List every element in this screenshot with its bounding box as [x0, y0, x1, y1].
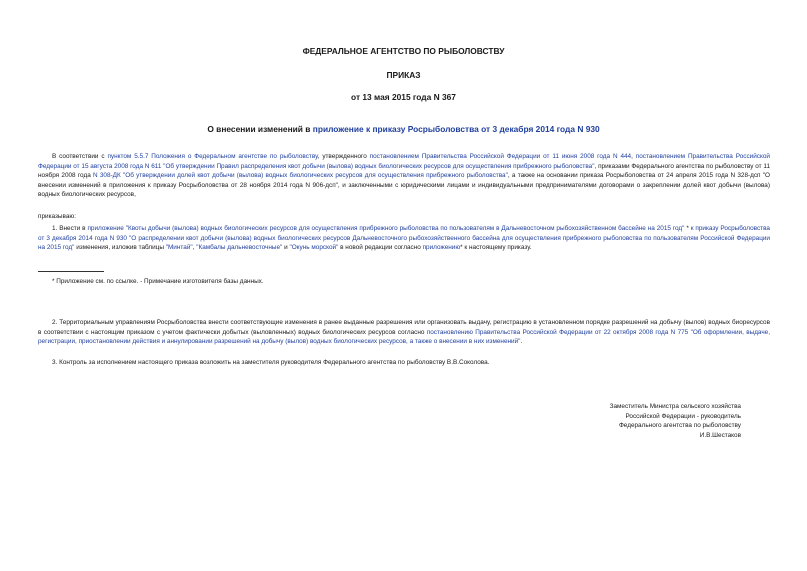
preamble-text: В соответствии с — [52, 153, 108, 160]
item-2-text: 2. Территориальным управлениям Росрыболовства внести соответствующие изменения в ранее выданные разрешения или организовать выдачу, регистрацию в установленном порядке разрешений на добычу (вылов) водных биоресурсов в соответствии с настоящим приказом с учетом фактически добытых (выловленных) водных биологических ресурсов согласно — [38, 319, 770, 336]
item-1-text: * к настоящему приказу. — [460, 244, 532, 252]
subject-prefix: О внесении изменений в — [207, 124, 313, 134]
item-3-paragraph: 3. Контроль за исполнением настоящего приказа возложить на заместителя руководителя Федерального агентства по рыболовству В.В.Соколова. — [52, 359, 490, 366]
preamble-text: , утвержденного — [317, 153, 370, 160]
item-1-link-perch[interactable]: "Окунь морской" — [289, 244, 339, 252]
item-1-text: , — [192, 244, 197, 252]
subject-link[interactable]: приложение к приказу Росрыболовства от 3 декабря 2014 года N 930 — [312, 124, 600, 134]
footnote-divider — [38, 271, 104, 272]
preamble-text: , приказами Федерального агентства по рыболовству от 11 ноября 2008 года — [38, 162, 770, 180]
preamble-link-decree-444[interactable]: постановлением Правительства Российской Федерации от 11 июня 2008 года N 444 — [369, 153, 632, 160]
item-1-text: и — [282, 244, 290, 252]
signature-block — [610, 402, 741, 440]
footnote-text: * Приложение см. по ссылке. - Примечание изготовителя базы данных. — [52, 278, 264, 285]
signature-line-2: Российской Федерации - руководитель — [625, 412, 741, 420]
preamble-text: , — [631, 153, 636, 160]
signature-line-3: Федерального агентства по рыболовству — [618, 422, 741, 430]
item-2-paragraph — [38, 318, 770, 347]
item-1-link-attachment[interactable]: приложению — [422, 244, 461, 252]
agency-title: ФЕДЕРАЛЬНОЕ АГЕНТСТВО ПО РЫБОЛОВСТВУ — [302, 46, 505, 56]
doc-type-title: ПРИКАЗ — [386, 70, 421, 80]
item-1-link-pollock[interactable]: "Минтай" — [165, 244, 193, 252]
item-1-text: 1. Внести в — [52, 225, 88, 232]
preamble-paragraph — [38, 152, 770, 200]
doc-date-number: от 13 мая 2015 года N 367 — [351, 92, 456, 102]
item-1-text: в новой редакции согласно — [338, 244, 423, 252]
preamble-link-regulation[interactable]: пунктом 5.5.7 Положения о Федеральном агентстве по рыболовству — [107, 153, 318, 160]
item-2-text: . — [520, 338, 523, 346]
item-1-link-flounder[interactable]: "Камбалы дальневосточные" — [196, 244, 283, 252]
preamble-link-decree-611[interactable]: постановлением Правительства Российской Федерации от 15 августа 2008 года N 611 "Об утверждении Правил распределения квот добычи (вылова) водных биологических ресурсов для осуществления прибрежного рыболовства" — [38, 153, 770, 170]
signature-line-1: Заместитель Министра сельского хозяйства — [609, 403, 741, 410]
signature-name: И.В.Шестаков — [699, 431, 741, 439]
item-2-link-decree-775[interactable]: постановлению Правительства Российской Федерации от 22 октября 2008 года N 775 "Об оформлении, выдаче, регистрации, приостановлении действия и аннулировании разрешений на добычу (вылов) водных биологических ресурсов, а также о внесении в них изменений" — [38, 328, 770, 346]
preamble-text: , а также на основании приказа Росрыболовства от 24 апреля 2015 года N 328-дсп "О внесении изменений в приложения к приказу Росрыболовства от 28 ноября 2014 года N 906-дсп", и заключенными с юридическими лицами и индивидуальными предпринимателями договорами о закреплении долей квот добычи (вылова) водных биологических ресурсов, — [38, 172, 771, 199]
item-1-text: изменения, изложив таблицы — [74, 244, 166, 252]
preamble-link-order-308[interactable]: N 308-ДК "Об утверждении долей квот добычи (вылова) водных биологических ресурсов для осуществления прибрежного рыболовства" — [93, 172, 508, 180]
item-1-link-order-930[interactable]: к приказу Росрыболовства от 3 декабря 2014 года N 930 "О распределении квот добычи (вылова) водных биологических ресурсов Дальневосточного рыбохозяйственного бассейна для осуществления прибрежного рыболовства по пользователям Российской Федерации на 2015 год" — [38, 225, 770, 252]
item-1-paragraph — [38, 224, 770, 253]
doc-subject — [0, 124, 807, 134]
order-word: приказываю: — [38, 213, 76, 220]
item-1-link-appendix[interactable]: приложение "Квоты добычи (вылова) водных биологических ресурсов для осуществления прибрежного рыболовства по пользователям в Дальневосточном рыбохозяйственном бассейне на 2015 год" — [87, 225, 685, 232]
item-1-text: * — [684, 225, 691, 232]
